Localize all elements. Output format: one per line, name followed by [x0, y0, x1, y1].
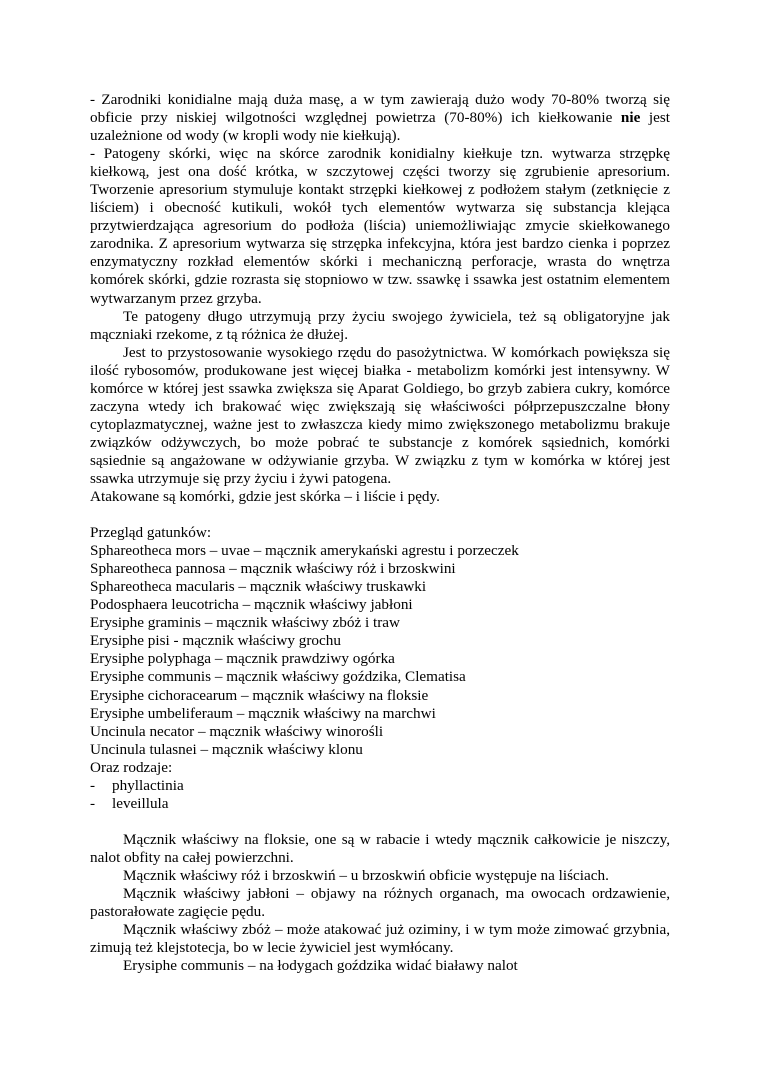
species-heading: Przegląd gatunków: — [90, 524, 212, 542]
blank-line — [90, 506, 670, 524]
paragraph-host-survival: Te patogeny długo utrzymują przy życiu swojego żywiciela, też są obligatoryjne jak mączniaki rzekome, z tą różnica że dłużej. — [90, 307, 670, 343]
species-item: Erysiphe graminis – mącznik właściwy zbóż i traw — [90, 614, 400, 632]
genera-list — [90, 777, 670, 813]
paragraph-carnation: Erysiphe communis – na łodygach goździka widać białawy nalot — [123, 957, 518, 975]
genus-item: - phyllactinia — [90, 776, 184, 794]
dash-bullet: - — [90, 794, 96, 812]
paragraph-attacked-cells: Atakowane są komórki, gdzie jest skórka – i liście i pędy. — [90, 488, 440, 506]
species-item: Sphareotheca pannosa – mącznik właściwy róż i brzoskwini — [90, 560, 456, 578]
paragraph-parasitism-adaptation: Jest to przystosowanie wysokiego rzędu do pasożytnictwa. W komórkach powiększa się ilość rybosomów, produkowane jest więcej białka - metabolizm komórki jest intensywny. W komórce w której jest ssawka zwiększa się Aparat Goldiego, bo grzyb zabiera cukry, komórce zaczyna wtedy ich brakować więc zwiększają się właściwości półprzepuszczalne błony cytoplazmatycznej, ważne jest to zwłaszcza kiedy mimo zwiększonego metabolizmu brakuje związków odżywczych, bo może pobrać te substancje z komórek sąsiednich, komórki sąsiednie są angażowane w odżywianie grzyba. W związku z tym w komórka w której jest ssawka utrzymuje się przy życiu i żywi patogena. — [90, 343, 670, 487]
document-page — [90, 91, 670, 975]
species-item: Uncinula tulasnei – mącznik właściwy klonu — [90, 740, 363, 758]
species-list — [90, 542, 670, 759]
species-item: Uncinula necator – mącznik właściwy winorośli — [90, 722, 384, 740]
dash-bullet: - — [90, 776, 96, 794]
paragraph-rose-peach: Mącznik właściwy róż i brzoskwiń – u brzoskwiń obficie występuje na liściach. — [123, 866, 609, 884]
paragraph-phlox: Mącznik właściwy na floksie, one są w rabacie i wtedy mącznik całkowicie je niszczy, nalot obfity na całej powierzchni. — [90, 830, 670, 866]
genera-heading: Oraz rodzaje: — [90, 758, 173, 776]
species-item: Erysiphe polyphaga – mącznik prawdziwy ogórka — [90, 650, 395, 668]
species-item: Sphareotheca mors – uvae – mącznik amerykański agrestu i porzeczek — [90, 542, 519, 560]
genus-item: - leveillula — [90, 794, 169, 812]
paragraph-conidia: - Zarodniki konidialne mają duża masę, a w tym zawierają dużo wody 70-80% tworzą się obficie przy niskiej wilgotności względnej powietrza (70-80%) ich kiełkowanie nie jest uzależnione od wody (w kropli wody nie kiełkują). — [90, 91, 670, 145]
bold-emphasis: nie — [620, 109, 641, 127]
paragraph-apple: Mącznik właściwy jabłoni – objawy na różnych organach, ma owocach ordzawienie, pastorałowate zagięcie pędu. — [90, 884, 670, 921]
species-item: Podosphaera leucotricha – mącznik właściwy jabłoni — [90, 596, 413, 614]
species-item: Erysiphe cichoracearum – mącznik właściwy na floksie — [90, 686, 429, 704]
species-item: Erysiphe communis – mącznik właściwy goździka, Clematisa — [90, 668, 466, 686]
blank-line — [90, 813, 670, 831]
paragraph-skin-pathogens: - Patogeny skórki, więc na skórce zarodnik konidialny kiełkuje tzn. wytwarza strzępkę kiełkową, jest ona dość krótka, w szczytowej części tworzy się zgrubienie apresorium. Tworzenie apresorium stymuluje kontakt strzępki kiełkowej z podłożem stałym (zetknięcie z liściem) i obecność kutikuli, wokół tych elementów wytwarza się substancja klejąca przytwierdzająca agresorium do podłoża (liścia) uniemożliwiając zmycie skiełkowanego zarodnika. Z apresorium wytwarza się strzępka infekcyjna, która jest bardzo cienka i poprzez enzymatyczny rozkład elementów skórki i mechaniczną perforacje, wrasta do wnętrza komórek skórki, gdzie rozrasta się stopniowo w tzw. ssawkę i ssawka jest ostatnim elementem wytwarzanym przez grzyba. — [90, 145, 670, 307]
paragraph-cereals: Mącznik właściwy zbóż – może atakować już oziminy, i w tym może zimować grzybnia, zimują też klejstotecja, bo w lecie żywiciel jest wymłócany. — [90, 921, 670, 957]
species-item: Sphareotheca macularis – mącznik właściwy truskawki — [90, 578, 427, 596]
species-item: Erysiphe pisi - mącznik właściwy grochu — [90, 632, 341, 650]
species-item: Erysiphe umbeliferaum – mącznik właściwy na marchwi — [90, 704, 436, 722]
